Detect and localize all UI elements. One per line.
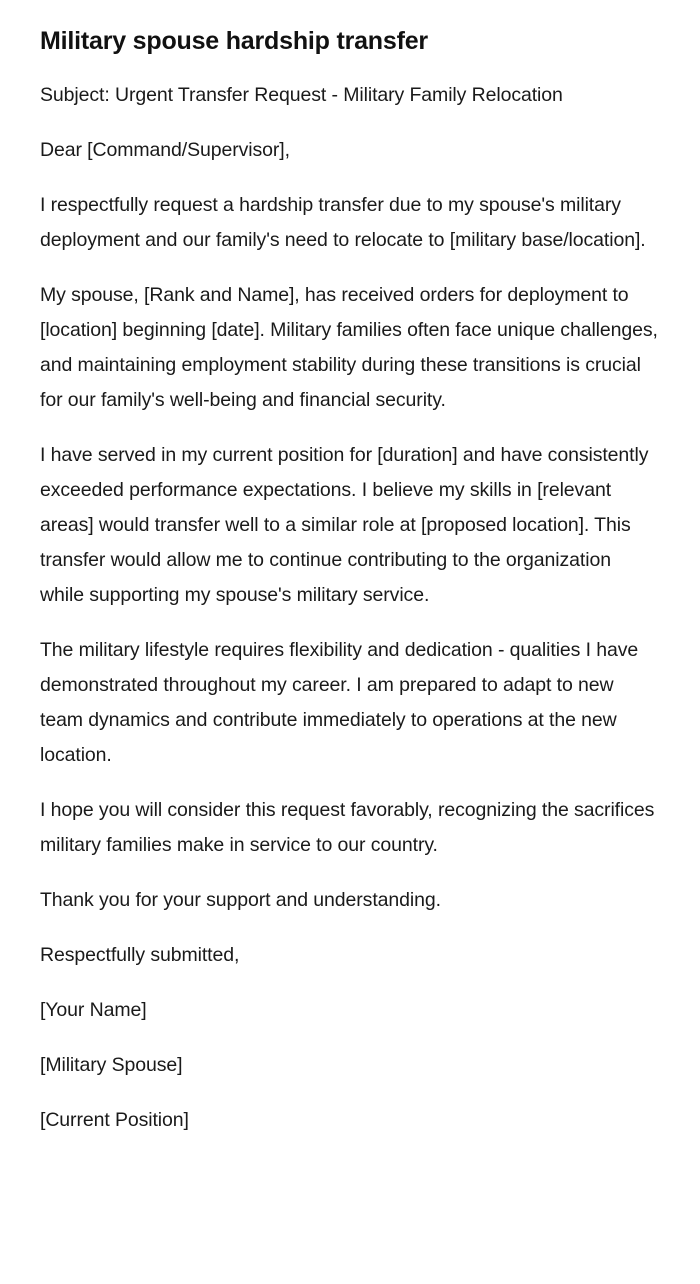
signature-name: [Your Name] [40,999,147,1021]
body-paragraph-2: My spouse, [Rank and Name], has received orders for deployment to [location] beginning [date]. Military families often face unique challenges, and maintaining employment stability during these transitions is crucial for our family's well-being and financial security. [40,284,658,411]
subject-line: Subject: Urgent Transfer Request - Military Family Relocation [40,84,563,106]
signature-role: [Military Spouse] [40,1054,183,1076]
body-paragraph-3: I have served in my current position for [duration] and have consistently exceeded performance expectations. I believe my skills in [relevant areas] would transfer well to a similar role at [proposed location]. This transfer would allow me to continue contributing to the organization while supporting my spouse's military service. [40,444,649,606]
closing-line: Respectfully submitted, [40,944,240,966]
body-paragraph-6: Thank you for your support and understanding. [40,889,441,911]
signature-position: [Current Position] [40,1109,189,1131]
salutation: Dear [Command/Supervisor], [40,139,290,161]
page-title: Military spouse hardship transfer [40,27,428,55]
body-paragraph-4: The military lifestyle requires flexibility and dedication - qualities I have demonstrated throughout my career. I am prepared to adapt to new team dynamics and contribute immediately to operations at the new location. [40,639,639,766]
body-paragraph-1: I respectfully request a hardship transfer due to my spouse's military deployment and our family's need to relocate to [military base/location]. [40,194,646,251]
body-paragraph-5: I hope you will consider this request favorably, recognizing the sacrifices military families make in service to our country. [40,799,655,856]
